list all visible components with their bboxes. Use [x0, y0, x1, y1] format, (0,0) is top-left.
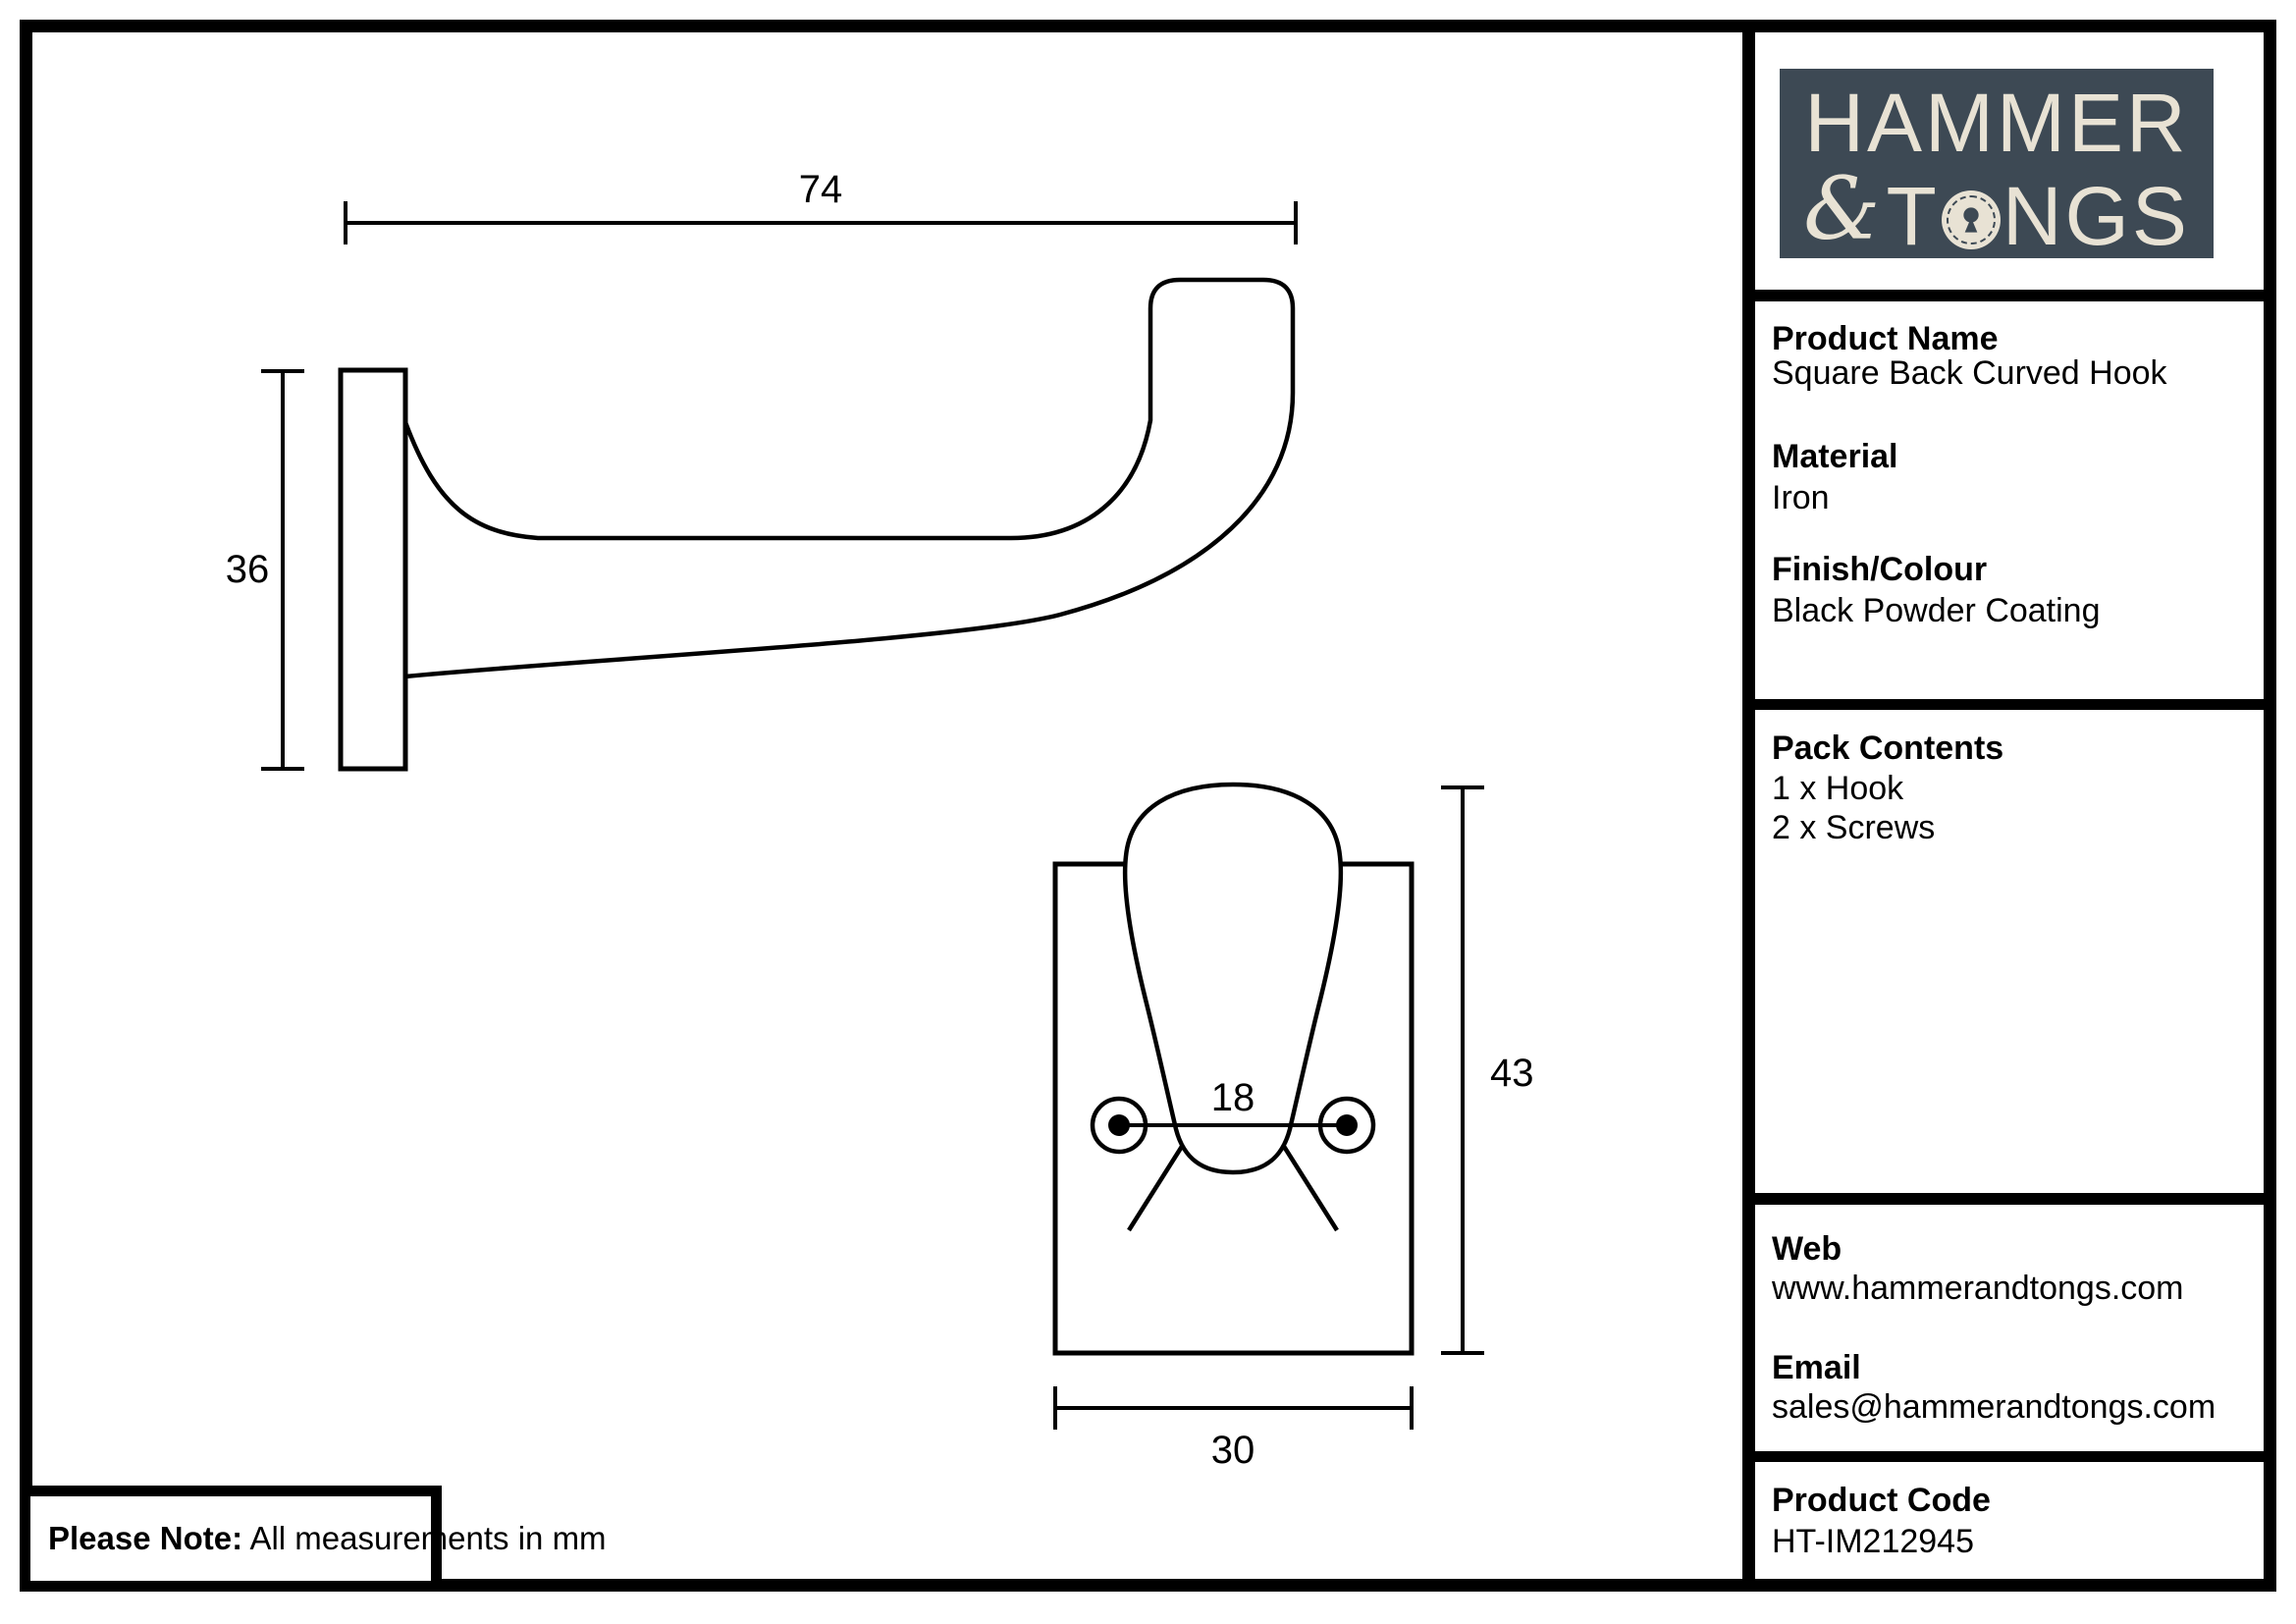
measurements-note-text	[30, 1520, 607, 1557]
material-label: Material	[1772, 438, 1898, 475]
section-divider-1	[1755, 290, 2264, 301]
dim-label-30: 30	[1210, 1429, 1255, 1472]
material-value: Iron	[1772, 479, 1830, 516]
product-code-label: Product Code	[1772, 1482, 1991, 1519]
dim-label-74: 74	[798, 168, 843, 211]
product-code-value: HT-IM212945	[1772, 1523, 1974, 1560]
web-value: www.hammerandtongs.com	[1772, 1270, 2184, 1307]
web-label: Web	[1772, 1230, 1842, 1268]
pack-contents-label: Pack Contents	[1772, 730, 2004, 767]
product-name-value: Square Back Curved Hook	[1772, 354, 2167, 392]
email-label: Email	[1772, 1349, 1861, 1386]
finish-value: Black Powder Coating	[1772, 592, 2101, 629]
brand-logo	[1780, 69, 2214, 263]
keyhole-glyph	[1951, 200, 1991, 240]
email-value: sales@hammerandtongs.com	[1772, 1388, 2216, 1426]
dim-label-36: 36	[225, 548, 270, 591]
logo-tongs-suffix: NGS	[2002, 170, 2190, 263]
sidebar-divider	[1742, 20, 1755, 1592]
logo-ampersand: &	[1803, 158, 1881, 260]
pack-contents-line-1: 1 x Hook	[1772, 770, 1904, 807]
section-divider-3	[1755, 1193, 2264, 1205]
logo-text-hammer: HAMMER	[1804, 77, 2189, 170]
logo-text-tongs	[1803, 158, 2190, 263]
note-label: Please Note:	[48, 1520, 243, 1556]
product-name-label: Product Name	[1772, 320, 1999, 357]
section-divider-2	[1755, 699, 2264, 710]
measurements-note	[20, 1486, 607, 1592]
finish-label: Finish/Colour	[1772, 551, 1988, 588]
note-body: All measurements in mm	[249, 1520, 607, 1556]
section-divider-4	[1755, 1451, 2264, 1462]
pack-contents-line-2: 2 x Screws	[1772, 809, 1936, 846]
dim-label-18: 18	[1210, 1076, 1255, 1119]
keyhole-icon	[1942, 190, 2001, 249]
logo-tongs-prefix: T	[1886, 170, 1940, 263]
dim-label-43: 43	[1490, 1052, 1534, 1095]
